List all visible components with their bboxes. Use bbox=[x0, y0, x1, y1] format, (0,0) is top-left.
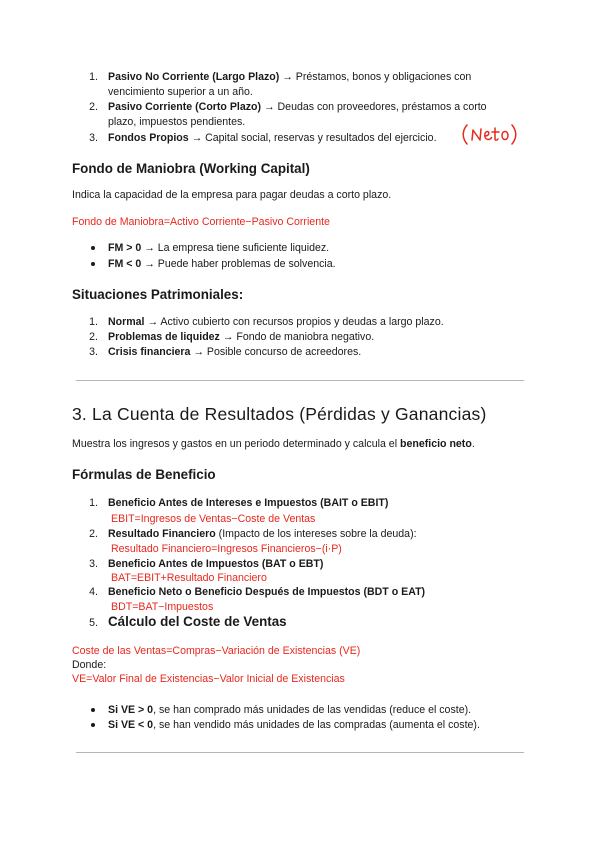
formula: VE=Valor Final de Existencias−Valor Inicial de Existencias bbox=[72, 673, 345, 685]
list-item-title: Crisis financiera bbox=[108, 346, 191, 358]
list-number: 5. bbox=[89, 617, 98, 629]
bullet-text: La empresa tiene suficiente liquidez. bbox=[157, 242, 330, 254]
paragraph-emphasis: beneficio neto bbox=[400, 438, 472, 450]
bullet-item bbox=[108, 241, 329, 256]
formula-title: Beneficio Antes de Impuestos (BAT o EBT) bbox=[108, 558, 324, 570]
bullet-title: FM > 0 bbox=[108, 242, 142, 254]
formula: Coste de las Ventas=Compras−Variación de Existencias (VE) bbox=[72, 645, 361, 657]
handwritten-neto-drawing bbox=[461, 122, 519, 146]
list-item-text: Posible concurso de acreedores. bbox=[206, 346, 362, 358]
divider bbox=[76, 752, 524, 753]
list-number: 3. bbox=[89, 558, 98, 570]
list-number: 4. bbox=[89, 586, 98, 598]
formula-title: Beneficio Neto o Beneficio Después de Impuestos (BDT o EAT) bbox=[108, 586, 426, 598]
section-heading: Situaciones Patrimoniales: bbox=[72, 287, 244, 302]
list-item-title: Normal bbox=[108, 316, 145, 328]
list-item-text: Capital social, reservas y resultados del ejercicio. bbox=[205, 132, 437, 144]
list-item bbox=[108, 315, 444, 330]
arrow: → bbox=[141, 242, 158, 254]
list-item-title: Pasivo Corriente (Corto Plazo) bbox=[108, 101, 262, 113]
list-number: 1. bbox=[89, 497, 98, 509]
list-number: 1. bbox=[89, 71, 98, 83]
bullet-title: Si VE < 0 bbox=[108, 719, 154, 731]
formula: Fondo de Maniobra=Activo Corriente−Pasivo Corriente bbox=[72, 216, 330, 228]
bullet-dot bbox=[91, 708, 95, 712]
list-item-title: Pasivo No Corriente (Largo Plazo) bbox=[108, 71, 280, 83]
bullet-title: Si VE > 0 bbox=[108, 704, 154, 716]
page-section-title: 3. La Cuenta de Resultados (Pérdidas y Ganancias) bbox=[72, 404, 487, 424]
formula-note: (Impacto de los intereses sobre la deuda): bbox=[215, 528, 417, 540]
paragraph: Donde: bbox=[72, 659, 107, 671]
formula-item-title bbox=[108, 496, 388, 511]
bullet-text: Puede haber problemas de solvencia. bbox=[157, 258, 336, 270]
bullet-dot bbox=[91, 262, 95, 266]
arrow: → bbox=[188, 132, 206, 144]
formula-title: Resultado Financiero bbox=[108, 528, 216, 540]
formula: EBIT=Ingresos de Ventas−Coste de Ventas bbox=[111, 513, 316, 525]
divider bbox=[76, 380, 524, 381]
formula-item-title bbox=[108, 557, 323, 572]
formula-item-title bbox=[108, 527, 417, 542]
list-item bbox=[108, 345, 361, 360]
bullet-text: , se han comprado más unidades de las vendidas (reduce el coste). bbox=[153, 704, 472, 716]
list-item-text: Préstamos, bonos y obligaciones con bbox=[295, 71, 472, 83]
list-item-title: Fondos Propios bbox=[108, 132, 189, 144]
formula: BAT=EBIT+Resultado Financiero bbox=[111, 572, 267, 584]
list-item-text: Activo cubierto con recursos propios y deudas a largo plazo. bbox=[160, 316, 444, 328]
list-item-continuation: vencimiento superior a un año. bbox=[108, 86, 253, 98]
list-item bbox=[108, 131, 437, 146]
handwritten-note bbox=[461, 122, 519, 146]
section-heading: Cálculo del Coste de Ventas bbox=[108, 614, 287, 629]
list-item bbox=[108, 330, 374, 345]
list-number: 3. bbox=[89, 132, 98, 144]
formula: BDT=BAT−Impuestos bbox=[111, 601, 214, 613]
arrow: → bbox=[141, 258, 158, 270]
paragraph-text: Muestra los ingresos y gastos en un periodo determinado y calcula el bbox=[72, 438, 400, 450]
list-number: 2. bbox=[89, 528, 98, 540]
arrow: → bbox=[279, 71, 296, 83]
list-item-text: Fondo de maniobra negativo. bbox=[236, 331, 375, 343]
arrow: → bbox=[190, 346, 207, 358]
paragraph bbox=[72, 437, 475, 452]
section-heading: Fórmulas de Beneficio bbox=[72, 467, 216, 482]
bullet-dot bbox=[91, 723, 95, 727]
bullet-item bbox=[108, 257, 336, 272]
bullet-dot bbox=[91, 246, 95, 250]
bullet-item bbox=[108, 703, 471, 718]
section-heading: Fondo de Maniobra (Working Capital) bbox=[72, 161, 310, 176]
list-item-text: Deudas con proveedores, préstamos a corto bbox=[277, 101, 487, 113]
list-item-continuation: plazo, impuestos pendientes. bbox=[108, 116, 246, 128]
list-number: 3. bbox=[89, 346, 98, 358]
list-number: 2. bbox=[89, 101, 98, 113]
arrow: → bbox=[219, 331, 237, 343]
paragraph: Indica la capacidad de la empresa para pagar deudas a corto plazo. bbox=[72, 189, 392, 201]
bullet-item bbox=[108, 718, 480, 733]
list-number: 1. bbox=[89, 316, 98, 328]
list-item bbox=[108, 100, 487, 115]
list-item bbox=[108, 70, 471, 85]
arrow: → bbox=[261, 101, 278, 113]
formula-title: Beneficio Antes de Intereses e Impuestos (BAIT o EBIT) bbox=[108, 497, 389, 509]
arrow: → bbox=[144, 316, 161, 328]
formula-item-title bbox=[108, 585, 425, 600]
paragraph-end: . bbox=[471, 438, 475, 450]
list-item-title: Problemas de liquidez bbox=[108, 331, 220, 343]
list-number: 2. bbox=[89, 331, 98, 343]
formula: Resultado Financiero=Ingresos Financieros−(i·P) bbox=[111, 543, 342, 555]
bullet-text: , se han vendido más unidades de las compradas (aumenta el coste). bbox=[153, 719, 480, 731]
bullet-title: FM < 0 bbox=[108, 258, 142, 270]
